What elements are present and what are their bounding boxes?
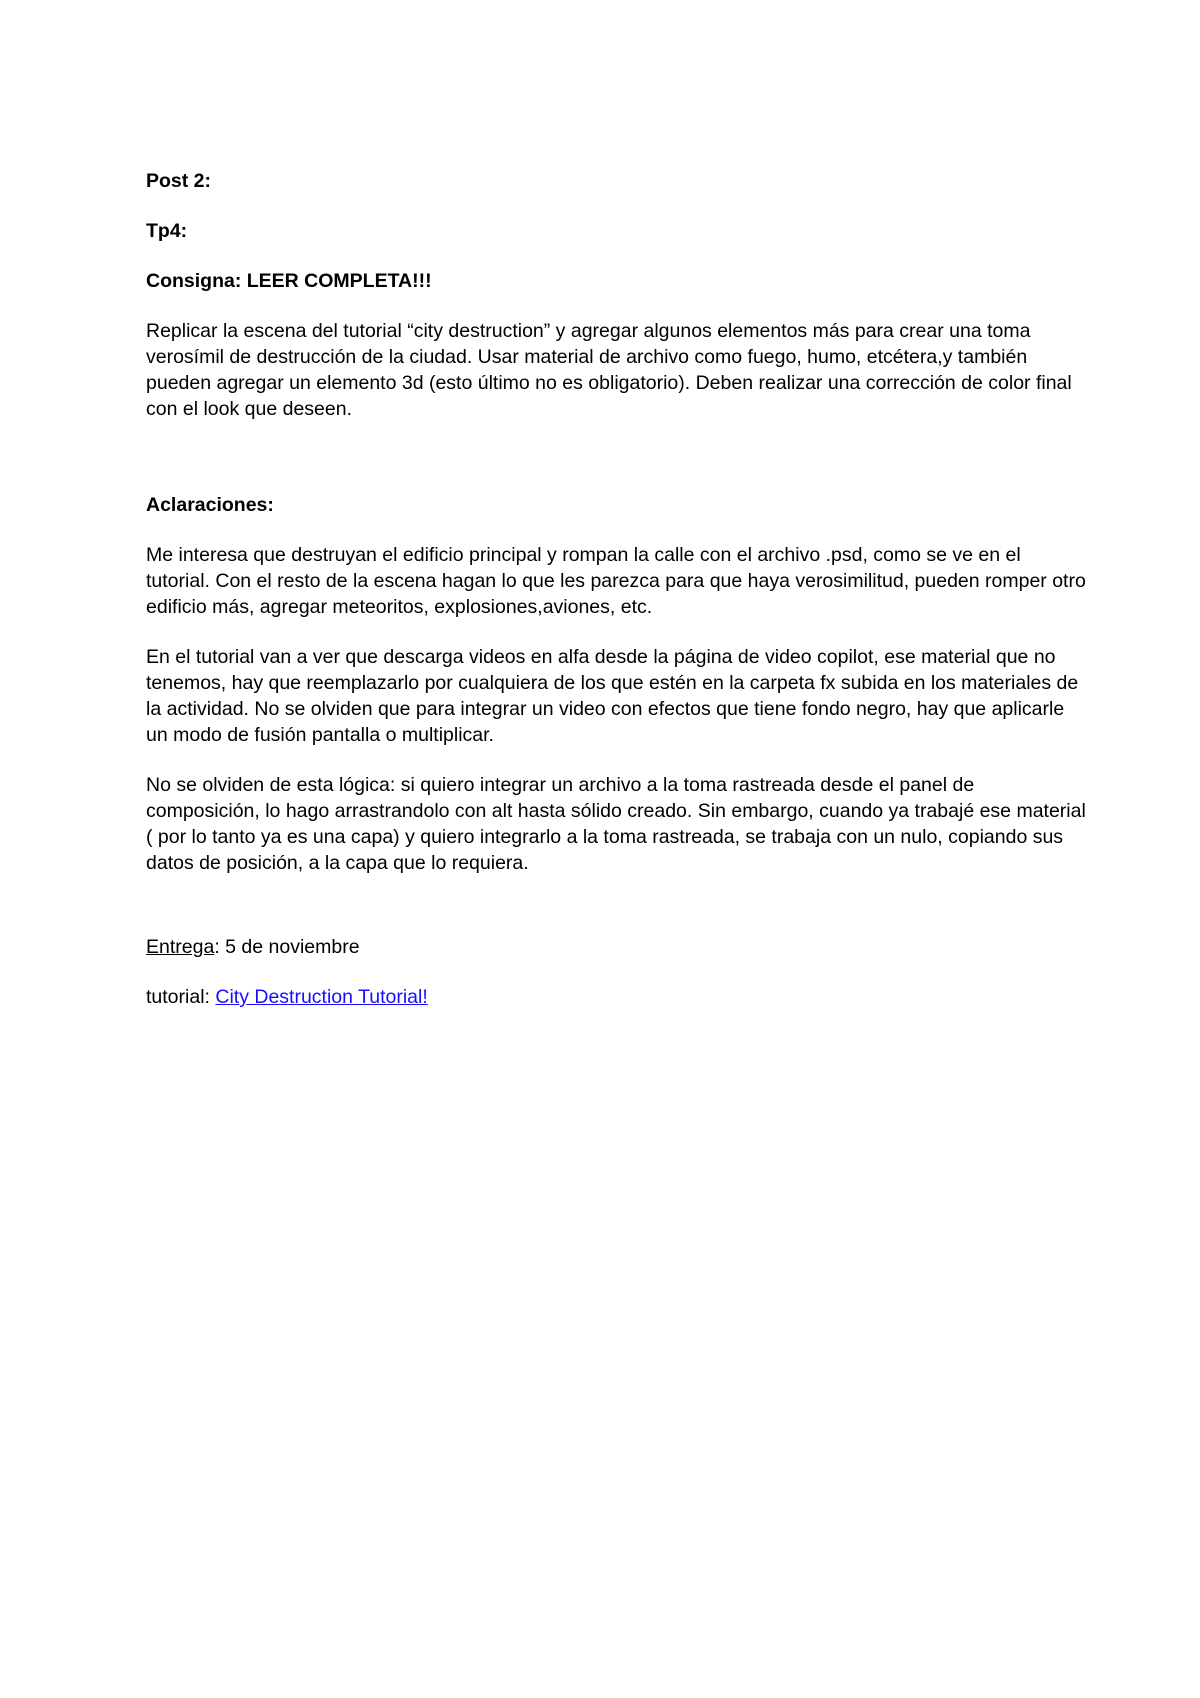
aclaraciones-heading: Aclaraciones:	[146, 494, 274, 516]
consigna-heading: Consigna: LEER COMPLETA!!!	[146, 270, 432, 292]
document-page	[146, 168, 1086, 1010]
entrega-value: : 5 de noviembre	[214, 936, 360, 958]
post-heading: Post 2:	[146, 170, 212, 192]
entrega-label: Entrega	[146, 936, 215, 958]
tutorial-line	[146, 984, 1086, 1010]
entrega-line	[146, 934, 1086, 960]
aclaraciones-paragraph-2: En el tutorial van a ver que descarga videos en alfa desde la página de video copilot, ese material que no tenemos, hay que reemplazarlo por cualquiera de los que estén en la carpeta fx subida en los materiales de la actividad. No se olviden que para integrar un video con efectos que tiene fondo negro, hay que aplicarle un modo de fusión pantalla o multiplicar.	[146, 646, 1079, 746]
aclaraciones-paragraph-3: No se olviden de esta lógica: si quiero integrar un archivo a la toma rastreada desde el panel de composición, lo hago arrastrandolo con alt hasta sólido creado. Sin embargo, cuando ya trabajé ese material ( por lo tanto ya es una capa) y quiero integrarlo a la toma rastreada, se trabaja con un nulo, copiando sus datos de posición, a la capa que lo requiera.	[146, 774, 1086, 874]
tutorial-label: tutorial:	[146, 986, 216, 1008]
tutorial-link[interactable]: City Destruction Tutorial!	[215, 986, 428, 1008]
consigna-text: Replicar la escena del tutorial “city destruction” y agregar algunos elementos más para crear una toma verosímil de destrucción de la ciudad. Usar material de archivo como fuego, humo, etcétera,y también pueden agregar un elemento 3d (esto último no es obligatorio). Deben realizar una corrección de color final con el look que deseen.	[146, 320, 1072, 420]
tp-heading: Tp4:	[146, 220, 188, 242]
aclaraciones-paragraph-1: Me interesa que destruyan el edificio principal y rompan la calle con el archivo .psd, como se ve en el tutorial. Con el resto de la escena hagan lo que les parezca para que haya verosimilitud, pueden romper otro edificio más, agregar meteoritos, explosiones,aviones, etc.	[146, 544, 1086, 618]
